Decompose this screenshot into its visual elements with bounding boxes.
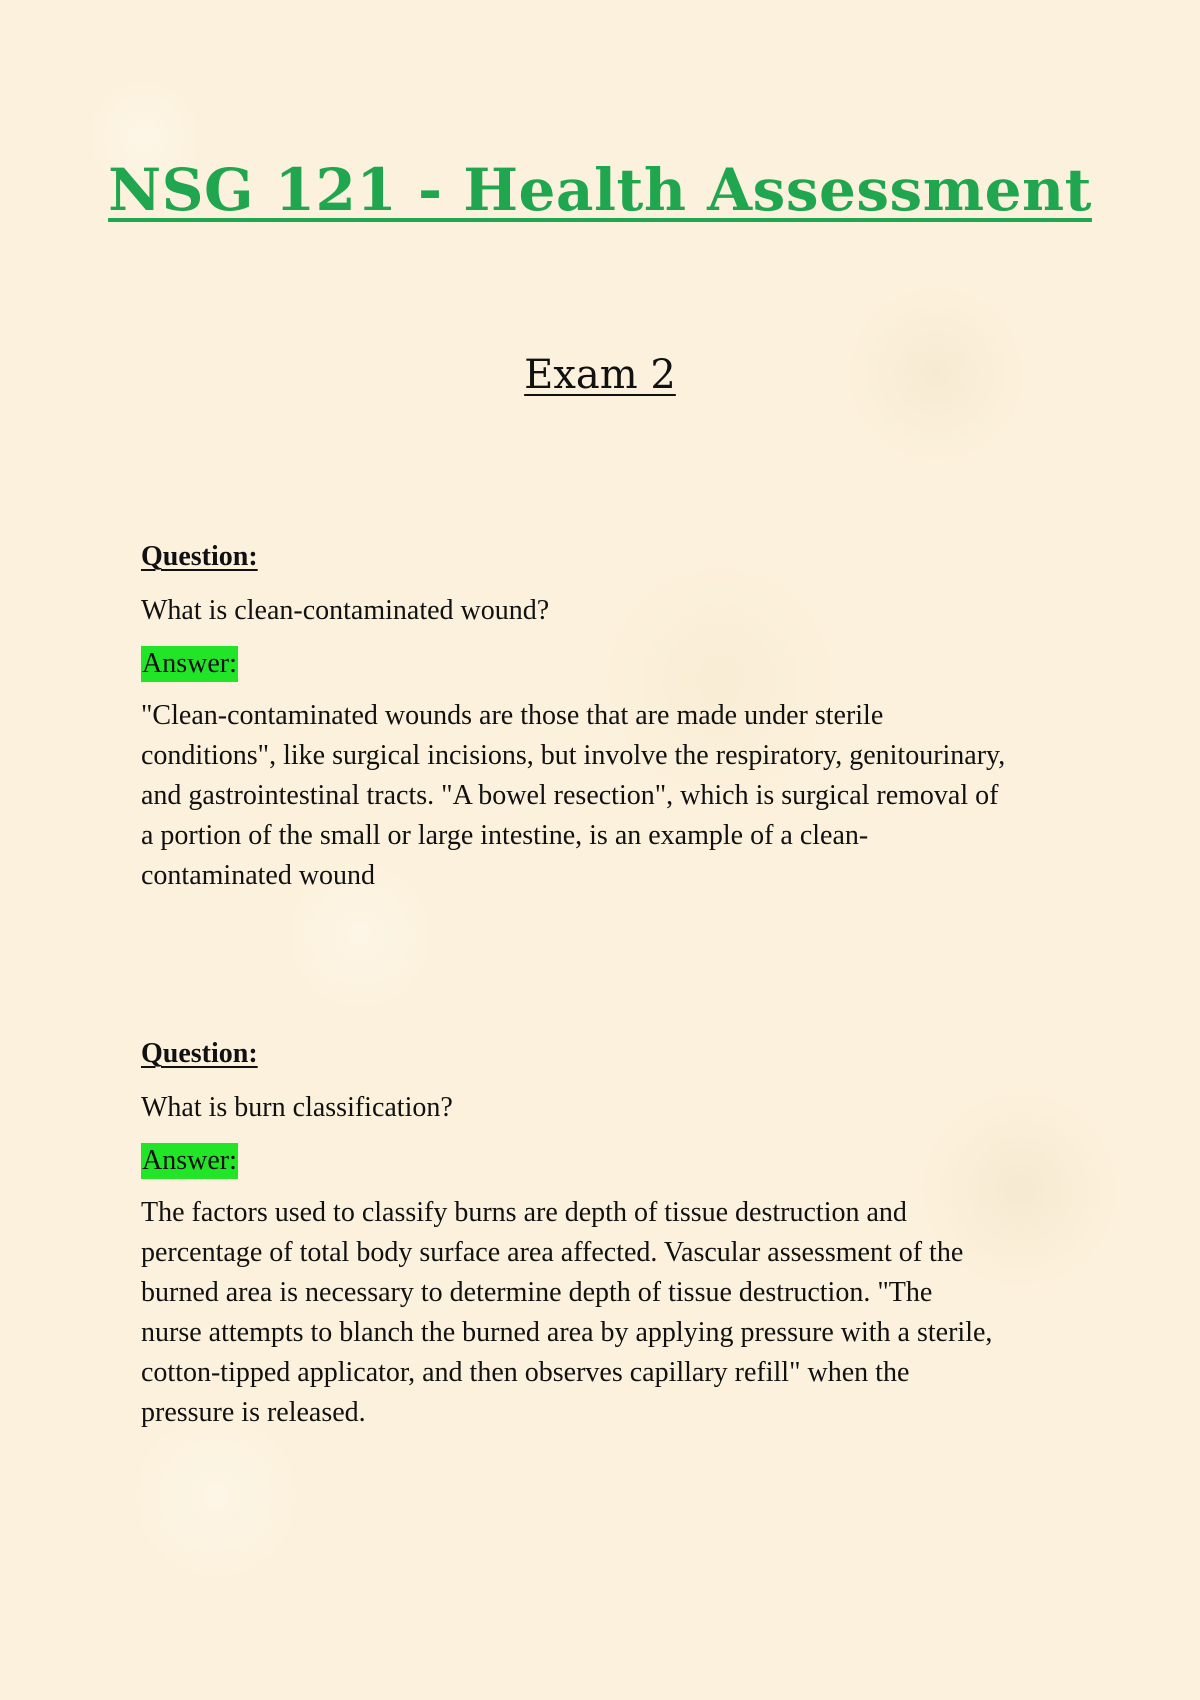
answer-label-wrap xyxy=(141,630,1071,682)
question-text: What is burn classification? xyxy=(141,1092,453,1123)
qa-block xyxy=(141,1035,1071,1433)
document-title: NSG 121 - Health Assessment xyxy=(108,156,1092,224)
answer-text: "Clean-contaminated wounds are those that are made under sterile conditions", like surgical incisions, but involve the respiratory, genitourinary, and gastrointestinal tracts. "A bowel resection", which is surgical removal of a portion of the small or large intestine, is an example of a clean- contaminated wound xyxy=(141,700,1006,891)
qa-block xyxy=(141,538,1071,896)
question-label: Question: xyxy=(141,541,258,572)
answer-text: The factors used to classify burns are depth of tissue destruction and percentage of total body surface area affected. Vascular assessment of the burned area is necessary to determine depth of tissue destruction. "The nurse attempts to blanch the burned area by applying pressure with a sterile, cotton-tipped applicator, and then observes capillary refill" when the pressure is released. xyxy=(141,1197,993,1428)
answer-label: Answer: xyxy=(141,646,238,682)
answer-label-wrap xyxy=(141,1127,1071,1179)
question-label: Question: xyxy=(141,1038,258,1069)
document-subtitle: Exam 2 xyxy=(524,352,676,398)
question-text: What is clean-contaminated wound? xyxy=(141,595,550,626)
answer-label: Answer: xyxy=(141,1143,238,1179)
